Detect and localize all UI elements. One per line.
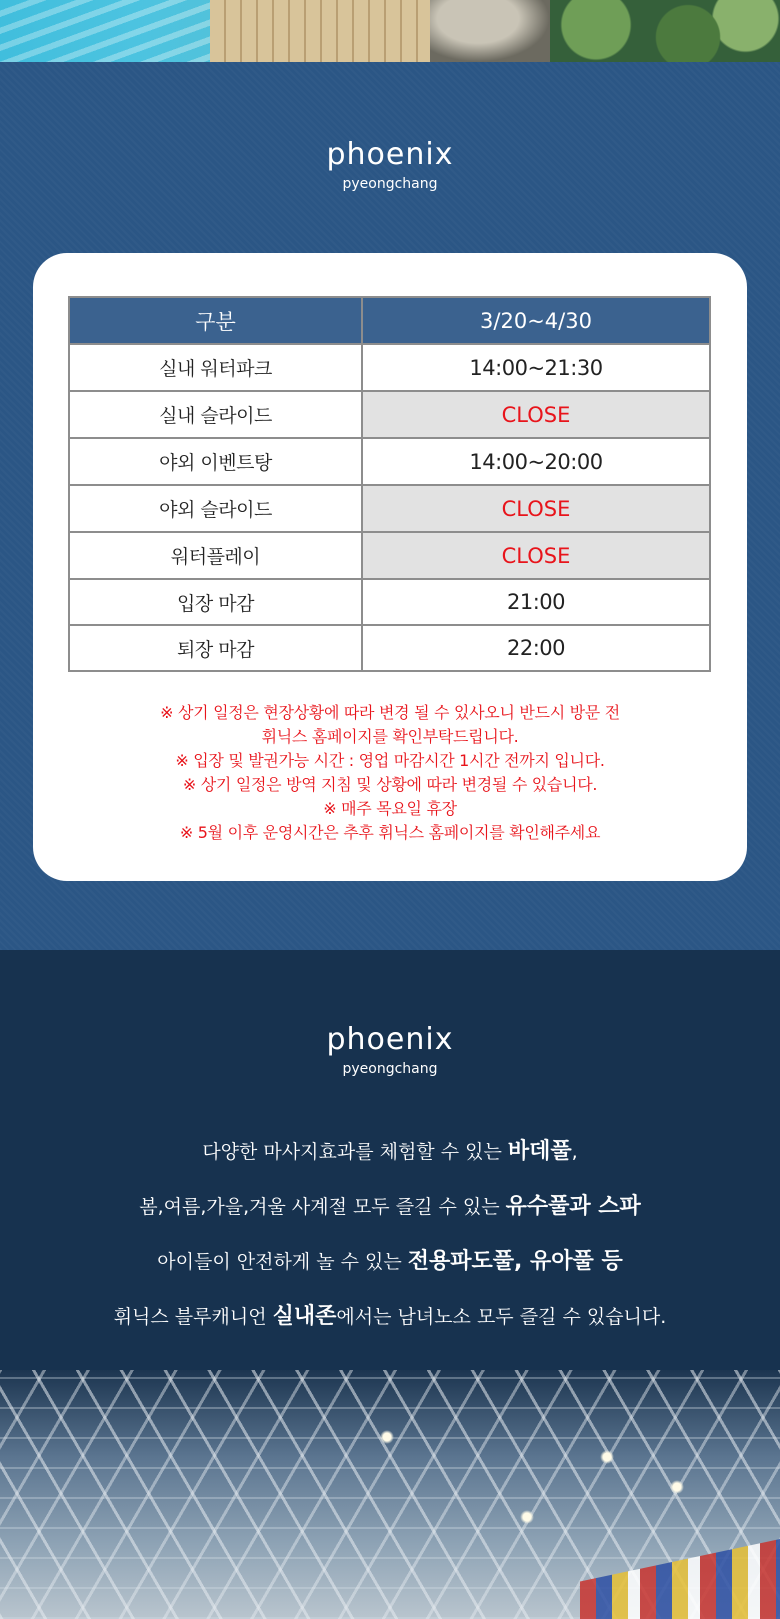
intro-text-highlight: 전용파도풀, 유아풀 등 — [407, 1249, 623, 1274]
rock-feature — [430, 0, 550, 62]
logo-wordmark: phoenix — [326, 1022, 454, 1057]
table-header-row — [69, 297, 710, 344]
facility-status-closed: CLOSE — [362, 391, 710, 438]
intro-line — [0, 1190, 780, 1245]
note-line: 휘닉스 홈페이지를 확인부탁드립니다. — [261, 727, 519, 746]
table-row — [69, 579, 710, 625]
intro-text-plain: 휘닉스 블루캐니언 — [113, 1306, 273, 1328]
note-line: ※ 5월 이후 운영시간은 추후 휘닉스 홈페이지를 확인해주세요 — [179, 823, 601, 842]
ceiling-light — [600, 1450, 614, 1464]
schedule-notes — [33, 701, 747, 845]
intro-text-plain: 봄,여름,가을,겨울 사계절 모두 즐길 수 있는 — [139, 1196, 506, 1218]
table-row — [69, 344, 710, 391]
table-row — [69, 532, 710, 579]
intro-line — [0, 1135, 780, 1190]
facility-status-closed: CLOSE — [362, 485, 710, 532]
facility-name: 야외 슬라이드 — [69, 485, 362, 532]
note-line: ※ 입장 및 발권가능 시간 : 영업 마감시간 1시간 전까지 입니다. — [175, 751, 605, 770]
note-line: ※ 상기 일정은 방역 지침 및 상황에 따라 변경될 수 있습니다. — [182, 775, 598, 794]
header-category: 구분 — [69, 297, 362, 344]
intro-text-plain: 에서는 남녀노소 모두 즐길 수 있습니다. — [336, 1306, 667, 1328]
intro-text-plain: 아이들이 안전하게 놀 수 있는 — [157, 1251, 408, 1273]
note-line: ※ 상기 일정은 현장상황에 따라 변경 될 수 있사오니 반드시 방문 전 — [160, 703, 620, 722]
table-row — [69, 485, 710, 532]
facility-name: 퇴장 마감 — [69, 625, 362, 671]
facility-name: 실내 워터파크 — [69, 344, 362, 391]
facility-hours: 14:00~21:30 — [362, 344, 710, 391]
facility-status-closed: CLOSE — [362, 532, 710, 579]
facility-name: 워터플레이 — [69, 532, 362, 579]
note-line: ※ 매주 목요일 휴장 — [323, 799, 457, 818]
ceiling-light — [380, 1430, 394, 1444]
table-row — [69, 438, 710, 485]
schedule-card — [33, 253, 747, 881]
facility-name: 야외 이벤트탕 — [69, 438, 362, 485]
facility-hours: 21:00 — [362, 579, 710, 625]
table-row — [69, 625, 710, 671]
intro-text-highlight: 유수풀과 스파 — [505, 1194, 641, 1219]
pool-area — [0, 0, 210, 62]
intro-text-plain: , — [571, 1141, 578, 1163]
trees-area — [550, 0, 780, 62]
ceiling-light — [670, 1480, 684, 1494]
phoenix-logo-top — [0, 138, 780, 193]
facility-hours: 22:00 — [362, 625, 710, 671]
ceiling-light — [520, 1510, 534, 1524]
intro-line — [0, 1245, 780, 1300]
indoor-waterpark-photo — [0, 1370, 780, 1619]
logo-subtitle: pyeongchang — [342, 1061, 438, 1077]
phoenix-logo-bottom — [0, 1023, 780, 1078]
schedule-table — [68, 296, 711, 672]
table-row — [69, 391, 710, 438]
facility-name: 실내 슬라이드 — [69, 391, 362, 438]
deck-area — [210, 0, 430, 62]
intro-text-highlight: 바데풀 — [507, 1139, 572, 1164]
intro-text-highlight: 실내존 — [272, 1304, 337, 1329]
intro-text — [0, 1135, 780, 1355]
facility-name: 입장 마감 — [69, 579, 362, 625]
header-photo — [0, 0, 780, 62]
logo-wordmark: phoenix — [326, 137, 454, 172]
intro-text-plain: 다양한 마사지효과를 체험할 수 있는 — [202, 1141, 508, 1163]
logo-subtitle: pyeongchang — [342, 176, 438, 192]
facility-hours: 14:00~20:00 — [362, 438, 710, 485]
intro-line — [0, 1300, 780, 1355]
header-period: 3/20~4/30 — [362, 297, 710, 344]
